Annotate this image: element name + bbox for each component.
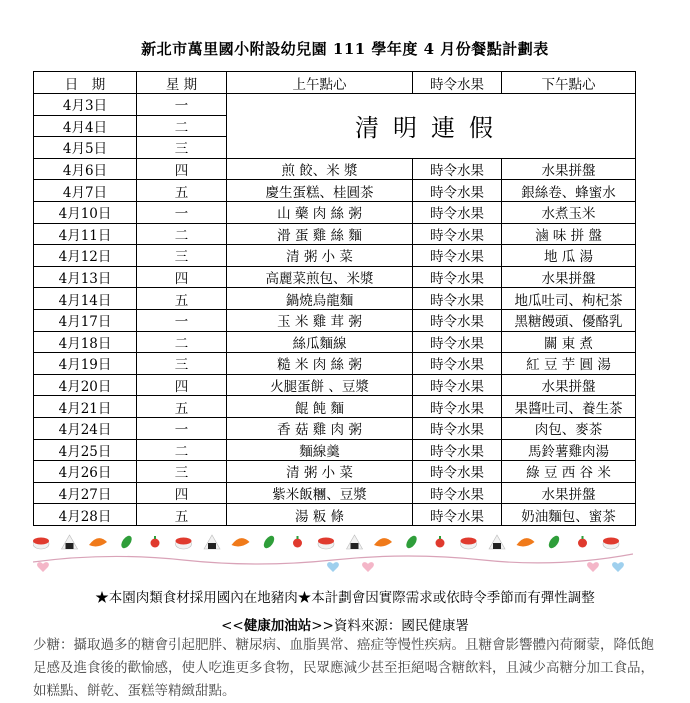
afternoon-snack-cell: 綠 豆 西 谷 米: [502, 461, 636, 483]
weekday-cell: 三: [137, 245, 227, 267]
afternoon-snack-cell: 地瓜吐司、枸杞茶: [502, 288, 636, 310]
afternoon-snack-cell: 黑糖饅頭、優酪乳: [502, 309, 636, 331]
weekday-cell: 四: [137, 482, 227, 504]
source-text: >>資料來源：國民健康署: [311, 618, 469, 634]
date-cell: 4月11日: [34, 223, 137, 245]
tomato-icon: [436, 536, 445, 548]
morning-snack-cell: 玉 米 雞 茸 粥: [227, 309, 413, 331]
weekday-cell: 一: [137, 309, 227, 331]
afternoon-snack-cell: 馬鈴薯雞肉湯: [502, 439, 636, 461]
table-row: [34, 482, 636, 504]
tomato-icon: [293, 536, 302, 548]
shrimp-icon: [89, 538, 107, 546]
fruit-cell: 時令水果: [413, 396, 502, 418]
date-cell: 4月25日: [34, 439, 137, 461]
onigiri-icon: [62, 535, 78, 549]
morning-snack-cell: 鍋燒烏龍麵: [227, 288, 413, 310]
table-row: [34, 288, 636, 310]
wavy-line: [33, 554, 633, 564]
table-row: [34, 94, 636, 116]
fruit-cell: 時令水果: [413, 266, 502, 288]
morning-snack-cell: 煎 餃、米 漿: [227, 158, 413, 180]
weekday-cell: 一: [137, 417, 227, 439]
shrimp-icon: [232, 538, 250, 546]
heart-icon: [612, 562, 624, 572]
afternoon-snack-cell: 水果拼盤: [502, 482, 636, 504]
leaf-icon: [262, 534, 277, 550]
morning-snack-cell: 火腿蛋餅 、豆漿: [227, 374, 413, 396]
fruit-cell: 時令水果: [413, 288, 502, 310]
header-weekday: 星 期: [137, 72, 227, 94]
weekday-cell: 二: [137, 115, 227, 137]
morning-snack-cell: 慶生蛋糕、桂圓茶: [227, 180, 413, 202]
page-title: 新北市萬里國小附設幼兒園 111 學年度 4 月份餐點計劃表: [141, 40, 549, 58]
leaf-icon: [404, 534, 419, 550]
weekday-cell: 五: [137, 504, 227, 526]
date-cell: 4月24日: [34, 417, 137, 439]
date-cell: 4月3日: [34, 94, 137, 116]
fruit-cell: 時令水果: [413, 353, 502, 375]
table-row: [34, 223, 636, 245]
sushi-icon: [603, 538, 619, 550]
table-row: [34, 245, 636, 267]
weekday-cell: 四: [137, 374, 227, 396]
heart-icon: [362, 562, 374, 572]
morning-snack-cell: 滑 蛋 雞 絲 麵: [227, 223, 413, 245]
weekday-cell: 四: [137, 266, 227, 288]
onigiri-icon: [347, 535, 363, 549]
sushi-icon: [33, 538, 49, 550]
date-cell: 4月27日: [34, 482, 137, 504]
weekday-cell: 三: [137, 137, 227, 159]
morning-snack-cell: 清 粥 小 菜: [227, 461, 413, 483]
afternoon-snack-cell: 滷 味 拼 盤: [502, 223, 636, 245]
weekday-cell: 二: [137, 439, 227, 461]
onigiri-icon: [489, 535, 505, 549]
leaf-icon: [119, 534, 134, 550]
date-cell: 4月21日: [34, 396, 137, 418]
weekday-cell: 五: [137, 396, 227, 418]
date-cell: 4月28日: [34, 504, 137, 526]
weekday-cell: 二: [137, 331, 227, 353]
sushi-icon: [461, 538, 477, 550]
morning-snack-cell: 糙 米 肉 絲 粥: [227, 353, 413, 375]
header-morning-snack: 上午點心: [227, 72, 413, 94]
fruit-cell: 時令水果: [413, 439, 502, 461]
table-row: [34, 396, 636, 418]
date-cell: 4月4日: [34, 115, 137, 137]
health-station-label: 健康加油站: [243, 618, 312, 634]
date-cell: 4月19日: [34, 353, 137, 375]
fruit-cell: 時令水果: [413, 201, 502, 223]
weekday-cell: 一: [137, 201, 227, 223]
afternoon-snack-cell: 水果拼盤: [502, 374, 636, 396]
morning-snack-cell: 紫米飯糰、豆漿: [227, 482, 413, 504]
onigiri-icon: [204, 535, 220, 549]
morning-snack-cell: 湯 粄 條: [227, 504, 413, 526]
header-date: 日 期: [34, 72, 137, 94]
holiday-label: 清明連假: [227, 94, 636, 159]
health-tip: 少糖：攝取過多的糖會引起肥胖、糖尿病、血脂異常、癌症等慢性疾病。且糖會影響體內荷爾蒙，降低飽足感及進食後的歡愉感，使人吃進更多食物，民眾應減少甚至拒絕喝含糖飲料，且減少高糖分加工食品，如糕點、餅乾、蛋糕等精緻甜點。: [33, 637, 654, 699]
sushi-icon: [176, 538, 192, 550]
afternoon-snack-cell: 水煮玉米: [502, 201, 636, 223]
leaf-icon: [547, 534, 562, 550]
table-row: [34, 331, 636, 353]
afternoon-snack-cell: 紅 豆 芋 圓 湯: [502, 353, 636, 375]
morning-snack-cell: 麵線羹: [227, 439, 413, 461]
fruit-cell: 時令水果: [413, 417, 502, 439]
date-cell: 4月14日: [34, 288, 137, 310]
table-row: [34, 504, 636, 526]
afternoon-snack-cell: 奶油麵包、蜜茶: [502, 504, 636, 526]
weekday-cell: 四: [137, 158, 227, 180]
date-cell: 4月26日: [34, 461, 137, 483]
food-decoration-border: [33, 530, 633, 580]
fruit-cell: 時令水果: [413, 482, 502, 504]
table-row: [34, 353, 636, 375]
heart-icon: [37, 562, 49, 572]
fruit-cell: 時令水果: [413, 374, 502, 396]
afternoon-snack-cell: 肉包、麥茶: [502, 417, 636, 439]
date-cell: 4月12日: [34, 245, 137, 267]
fruit-cell: 時令水果: [413, 180, 502, 202]
fruit-cell: 時令水果: [413, 223, 502, 245]
morning-snack-cell: 高麗菜煎包、米漿: [227, 266, 413, 288]
afternoon-snack-cell: 地 瓜 湯: [502, 245, 636, 267]
date-cell: 4月7日: [34, 180, 137, 202]
afternoon-snack-cell: 銀絲卷、蜂蜜水: [502, 180, 636, 202]
afternoon-snack-cell: 果醬吐司、養生茶: [502, 396, 636, 418]
table-row: [34, 201, 636, 223]
date-cell: 4月17日: [34, 309, 137, 331]
table-row: [34, 461, 636, 483]
tomato-icon: [578, 536, 587, 548]
table-row: [34, 439, 636, 461]
morning-snack-cell: 香 菇 雞 肉 粥: [227, 417, 413, 439]
shrimp-icon: [517, 538, 535, 546]
table-row: [34, 266, 636, 288]
heart-icon: [327, 562, 339, 572]
sushi-icon: [318, 538, 334, 550]
date-cell: 4月13日: [34, 266, 137, 288]
date-cell: 4月5日: [34, 137, 137, 159]
weekday-cell: 二: [137, 223, 227, 245]
table-row: [34, 180, 636, 202]
weekday-cell: 一: [137, 94, 227, 116]
morning-snack-cell: 餛 飩 麵: [227, 396, 413, 418]
table-header-row: [34, 72, 636, 94]
source-prefix: <<: [221, 618, 244, 634]
weekday-cell: 五: [137, 180, 227, 202]
morning-snack-cell: 清 粥 小 菜: [227, 245, 413, 267]
weekday-cell: 三: [137, 353, 227, 375]
header-afternoon-snack: 下午點心: [502, 72, 636, 94]
morning-snack-cell: 絲瓜麵線: [227, 331, 413, 353]
table-row: [34, 374, 636, 396]
table-row: [34, 417, 636, 439]
afternoon-snack-cell: 關 東 煮: [502, 331, 636, 353]
date-cell: 4月20日: [34, 374, 137, 396]
fruit-cell: 時令水果: [413, 245, 502, 267]
fruit-cell: 時令水果: [413, 309, 502, 331]
fruit-cell: 時令水果: [413, 331, 502, 353]
fruit-cell: 時令水果: [413, 158, 502, 180]
fruit-cell: 時令水果: [413, 504, 502, 526]
header-fruit: 時令水果: [413, 72, 502, 94]
fruit-cell: 時令水果: [413, 461, 502, 483]
shrimp-icon: [374, 538, 392, 546]
date-cell: 4月10日: [34, 201, 137, 223]
weekday-cell: 三: [137, 461, 227, 483]
policy-note: ★本園肉類食材採用國內在地豬肉★本計劃會因實際需求或依時令季節而有彈性調整: [95, 590, 595, 606]
table-row: [34, 158, 636, 180]
afternoon-snack-cell: 水果拼盤: [502, 158, 636, 180]
tomato-icon: [151, 536, 160, 548]
morning-snack-cell: 山 藥 肉 絲 粥: [227, 201, 413, 223]
date-cell: 4月18日: [34, 331, 137, 353]
afternoon-snack-cell: 水果拼盤: [502, 266, 636, 288]
health-source: [0, 614, 690, 634]
heart-icon: [587, 562, 599, 572]
table-row: [34, 309, 636, 331]
date-cell: 4月6日: [34, 158, 137, 180]
meal-plan-table: [33, 71, 636, 526]
weekday-cell: 五: [137, 288, 227, 310]
